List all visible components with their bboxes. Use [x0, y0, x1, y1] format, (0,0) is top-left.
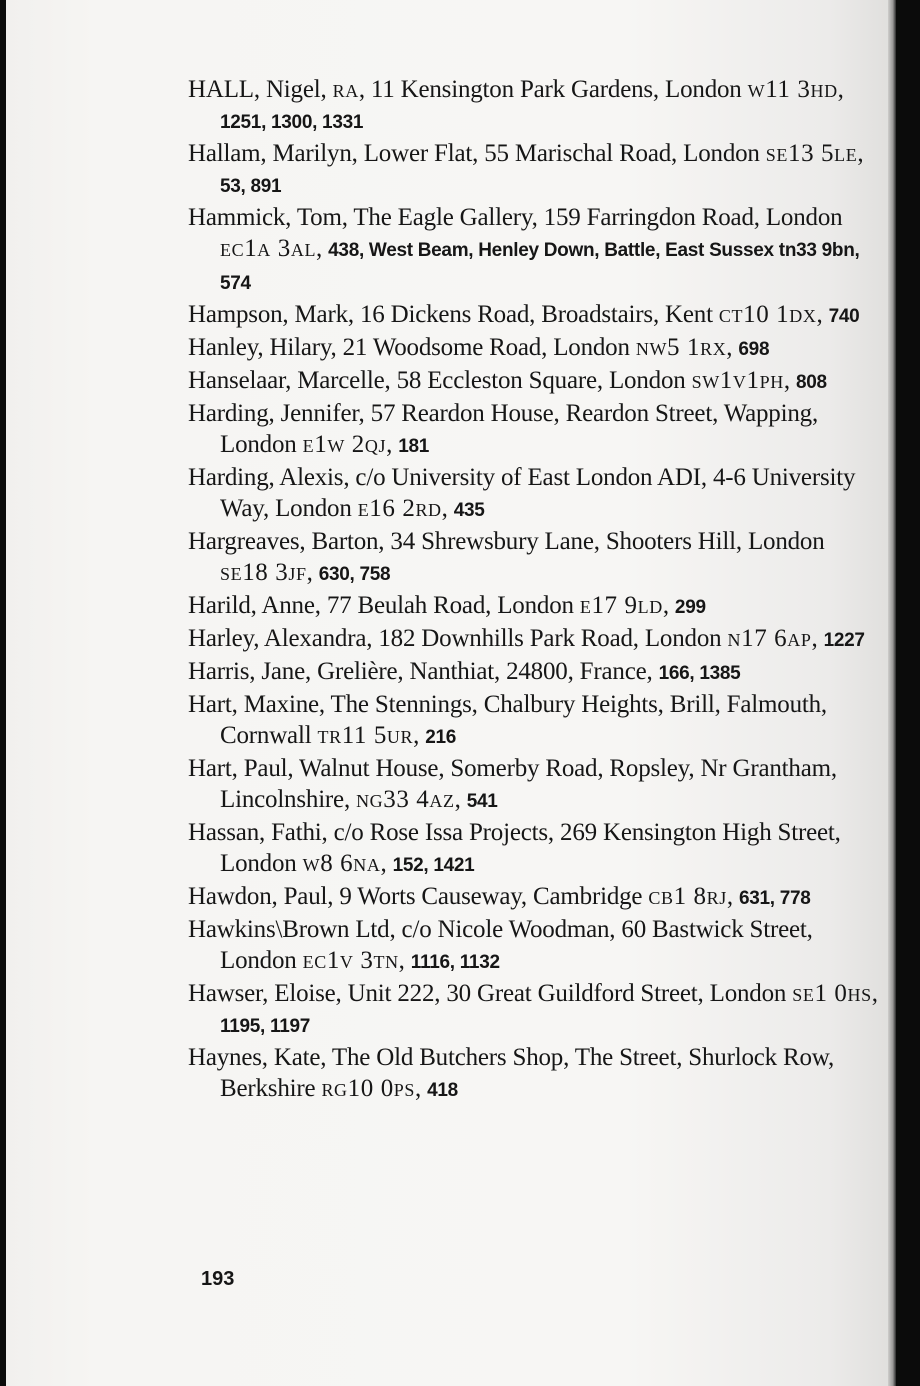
page-edge	[888, 0, 896, 1386]
entry-address: 182 Downhills Park Road, London	[378, 625, 728, 652]
entry-postcode: e1w 2qj	[302, 431, 387, 458]
entry-address: c/o Rose Issa Projects, 269 Kensington High Street, London	[220, 819, 841, 877]
entry-pages: 740	[828, 306, 860, 327]
entry-address: The Eagle Gallery, 159 Farringdon Road, London	[353, 204, 843, 231]
index-entry: Hanley, Hilary, 21 Woodsome Road, London nw5 1rx, 698	[188, 334, 770, 361]
entry-name: Hawser, Eloise,	[188, 980, 348, 1007]
entry-postcode: e16 2rd	[357, 495, 442, 522]
entry-pages: 53, 891	[220, 176, 282, 197]
entry-address: c/o University of East London ADI, 4-6 University Way, London	[220, 464, 856, 522]
entry-name: Harding, Alexis,	[188, 464, 356, 491]
index-entry: Hanselaar, Marcelle, 58 Eccleston Square, London sw1v1ph, 808	[188, 367, 827, 394]
entry-pages: 418	[427, 1080, 458, 1101]
entry-name: HALL, Nigel,	[188, 76, 333, 103]
entry-postcode: nw5 1rx	[635, 334, 727, 361]
index-entries	[188, 74, 878, 1106]
entry-postcode: ng33 4az	[356, 786, 455, 813]
index-entry: Harild, Anne, 77 Beulah Road, London e17 9ld, 299	[188, 592, 706, 619]
entry-name: Hampson, Mark,	[188, 301, 360, 328]
index-entry: Harding, Jennifer, 57 Reardon House, Reardon Street, Wapping, London e1w 2qj, 181	[188, 400, 819, 458]
entry-address: 58 Eccleston Square, London	[396, 367, 692, 394]
entry-address: 77 Beulah Road, London	[326, 592, 580, 619]
index-entry: Hawser, Eloise, Unit 222, 30 Great Guildford Street, London se1 0hs, 1195, 1197	[188, 980, 878, 1037]
entry-postcode: ec1a 3al	[220, 235, 317, 262]
entry-name: Hanselaar, Marcelle,	[188, 367, 397, 394]
entry-name: Harding, Jennifer,	[188, 400, 371, 427]
entry-postcode: se18 3jf	[220, 559, 307, 586]
entry-address: 9 Worts Causeway, Cambridge	[339, 883, 649, 910]
entry-postcode: se13 5le	[765, 140, 858, 167]
entry-name: Hart, Paul,	[188, 755, 300, 782]
entry-name: Haynes, Kate,	[188, 1044, 332, 1071]
entry-pages: 1251, 1300, 1331	[220, 112, 364, 133]
entry-title: ra	[332, 76, 359, 103]
entry-postcode: cb1 8rj	[648, 883, 727, 910]
entry-pages: 1195, 1197	[220, 1016, 310, 1037]
index-entry: Hargreaves, Barton, 34 Shrewsbury Lane, Shooters Hill, London se18 3jf, 630, 758	[188, 528, 825, 586]
entry-pages: 1116, 1132	[410, 952, 500, 973]
index-entry: Harris, Jane, Grelière, Nanthiat, 24800, France, 166, 1385	[188, 658, 741, 685]
entry-address: 34 Shrewsbury Lane, Shooters Hill, London	[390, 528, 825, 555]
entry-postcode: sw1v1ph	[691, 367, 784, 394]
entry-name: Harley, Alexandra,	[188, 625, 379, 652]
index-entry: Hampson, Mark, 16 Dickens Road, Broadstairs, Kent ct10 1dx, 740	[188, 301, 860, 328]
index-entry: Harding, Alexis, c/o University of East London ADI, 4-6 University Way, London e16 2rd, 435	[188, 464, 856, 522]
index-entry: Hallam, Marilyn, Lower Flat, 55 Marischal Road, London se13 5le, 53, 891	[188, 140, 864, 197]
entry-name: Harild, Anne,	[188, 592, 327, 619]
entry-name: Harris, Jane,	[188, 658, 318, 685]
entry-postcode: rg10 0ps	[321, 1075, 416, 1102]
entry-postcode: w8 6na	[302, 850, 381, 877]
entry-pages: 1227	[823, 630, 865, 651]
entry-address: , 11 Kensington Park Gardens, London	[358, 76, 748, 103]
entry-name: Hammick, Tom,	[188, 204, 354, 231]
entry-name: Hawdon, Paul,	[188, 883, 340, 910]
entry-pages: 808	[795, 372, 827, 393]
entry-address: 57 Reardon House, Reardon Street, Wapping, London	[220, 400, 819, 458]
entry-pages: 698	[738, 339, 770, 360]
page-number: 193	[201, 1268, 235, 1290]
entry-address: Unit 222, 30 Great Guildford Street, London	[347, 980, 793, 1007]
entry-pages: 216	[425, 727, 457, 748]
index-entry: Haynes, Kate, The Old Butchers Shop, The Street, Shurlock Row, Berkshire rg10 0ps, 418	[188, 1044, 835, 1102]
index-entry: Hart, Maxine, The Stennings, Chalbury Heights, Brill, Falmouth, Cornwall tr11 5ur, 216	[188, 691, 827, 749]
index-entry: Hart, Paul, Walnut House, Somerby Road, Ropsley, Nr Grantham, Lincolnshire, ng33 4az, 541	[188, 755, 837, 813]
entry-pages: 541	[466, 791, 498, 812]
entry-pages: 438, West Beam, Henley Down, Battle, East Sussex tn33 9bn, 574	[220, 240, 860, 294]
entry-address: 16 Dickens Road, Broadstairs, Kent	[359, 301, 719, 328]
entry-address: 21 Woodsome Road, London	[342, 334, 636, 361]
entry-postcode: tr11 5ur	[317, 722, 414, 749]
entry-postcode: ec1v 3tn	[302, 947, 399, 974]
index-entry: Hawkins\Brown Ltd, c/o Nicole Woodman, 60 Bastwick Street, London ec1v 3tn, 1116, 1132	[188, 916, 813, 974]
entry-pages: 166, 1385	[658, 663, 741, 684]
entry-address: Walnut House, Somerby Road, Ropsley, Nr Grantham, Lincolnshire,	[220, 755, 837, 813]
entry-address: The Stennings, Chalbury Heights, Brill, Falmouth, Cornwall	[220, 691, 827, 749]
entry-postcode: w11 3hd	[747, 76, 838, 103]
entry-address: The Old Butchers Shop, The Street, Shurlock Row, Berkshire	[220, 1044, 835, 1102]
entry-name: Hawkins\Brown Ltd,	[188, 916, 402, 943]
entry-pages: 631, 778	[738, 888, 811, 909]
index-entry: Harley, Alexandra, 182 Downhills Park Road, London n17 6ap, 1227	[188, 625, 865, 652]
entry-pages: 630, 758	[318, 564, 391, 585]
index-entry: Hammick, Tom, The Eagle Gallery, 159 Farringdon Road, London ec1a 3al, 438, West Beam, Henley Down, Battle, East Sussex tn33 9bn, 574	[188, 204, 860, 294]
entry-postcode: e17 9ld	[579, 592, 663, 619]
entry-address: Lower Flat, 55 Marischal Road, London	[363, 140, 766, 167]
entry-name: Hart, Maxine,	[188, 691, 331, 718]
entry-name: Hargreaves, Barton,	[188, 528, 391, 555]
index-entry: Hawdon, Paul, 9 Worts Causeway, Cambridge cb1 8rj, 631, 778	[188, 883, 811, 910]
entry-address: Grelière, Nanthiat, 24800, France	[317, 658, 647, 685]
index-entry: HALL, Nigel, ra, 11 Kensington Park Gardens, London w11 3hd, 1251, 1300, 1331	[188, 76, 844, 133]
entry-postcode: n17 6ap	[727, 625, 812, 652]
entry-name: Hanley, Hilary,	[188, 334, 343, 361]
entry-postcode: ct10 1dx	[718, 301, 817, 328]
entry-address: c/o Nicole Woodman, 60 Bastwick Street, London	[220, 916, 813, 974]
entry-pages: 152, 1421	[392, 855, 475, 876]
book-page	[6, 0, 890, 1386]
entry-postcode: se1 0hs	[792, 980, 872, 1007]
entry-pages: 181	[398, 436, 429, 457]
entry-pages: 435	[453, 500, 485, 521]
entry-pages: 299	[674, 597, 706, 618]
index-entry: Hassan, Fathi, c/o Rose Issa Projects, 269 Kensington High Street, London w8 6na, 152, 1421	[188, 819, 841, 877]
entry-name: Hallam, Marilyn,	[188, 140, 364, 167]
entry-name: Hassan, Fathi,	[188, 819, 334, 846]
